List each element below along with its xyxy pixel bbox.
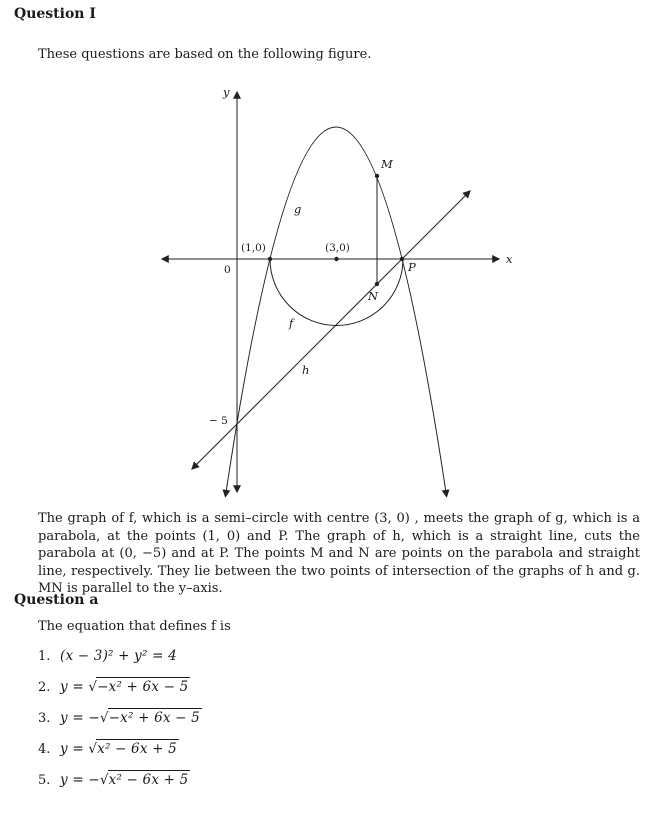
figure-description: The graph of f, which is a semi–circle with centre (3, 0) , meets the graph of g, which is a parabola, at the points (1, 0) and P. The graph of h, which is a straight line, cuts the parabola at (0, −5) and at P. The points M and N are points on the parabola and straight line, respectively. They lie between the two points of intersection of the graphs of h and g. MN is parallel to the y–axis. — [38, 511, 640, 596]
origin-label: 0 — [224, 264, 231, 276]
equation-radicand: −x² + 6x − 5 — [97, 679, 189, 695]
option-number: 3. — [38, 711, 51, 726]
y-axis-label: y — [223, 85, 230, 99]
point-n-dot — [375, 282, 379, 286]
point-3-0-dot — [334, 257, 338, 261]
point-3-0-label: (3,0) — [325, 242, 350, 254]
option-number: 2. — [38, 680, 51, 695]
equation-pre: y = −√ — [60, 772, 109, 788]
equation-radicand: x² − 6x + 5 — [108, 772, 189, 788]
equation-radicand: x² − 6x + 5 — [97, 741, 177, 757]
point-1-0-dot — [268, 257, 272, 261]
answer-option-4 — [38, 741, 598, 772]
curve-g-label: g — [294, 202, 302, 216]
point-p-dot — [400, 257, 404, 261]
equation-pre: y = √ — [60, 741, 98, 757]
minus-five-label: − 5 — [209, 415, 228, 427]
answer-option-3 — [38, 710, 598, 741]
parabola-g-curve — [225, 127, 446, 497]
option-number: 1. — [38, 649, 51, 664]
option-number: 4. — [38, 742, 51, 757]
point-m-label: M — [381, 157, 393, 171]
option-equation — [60, 648, 177, 664]
point-1-0-label: (1,0) — [241, 242, 266, 254]
point-p-label: P — [408, 260, 416, 274]
question-1-heading: Question I — [14, 6, 96, 22]
line-h-label: h — [302, 363, 310, 377]
x-axis-label: x — [506, 252, 513, 266]
option-equation — [60, 741, 179, 757]
curve-f-label: f — [289, 316, 294, 330]
equation-pre: y = −√ — [60, 710, 109, 726]
intro-text: These questions are based on the following figure. — [38, 47, 372, 62]
option-equation — [60, 710, 202, 726]
answer-option-1 — [38, 648, 598, 679]
equation-pre: (x − 3)² + y² = 4 — [60, 648, 177, 664]
answer-options — [38, 648, 598, 803]
line-h — [192, 191, 470, 469]
answer-option-5 — [38, 772, 598, 803]
equation-radicand: −x² + 6x − 5 — [108, 710, 200, 726]
option-equation — [60, 772, 190, 788]
figure — [0, 75, 672, 507]
option-equation — [60, 679, 190, 695]
answer-option-2 — [38, 679, 598, 710]
point-m-dot — [375, 174, 379, 178]
point-n-label: N — [368, 289, 379, 303]
equation-pre: y = √ — [60, 679, 98, 695]
question-a-prompt: The equation that defines f is — [38, 619, 231, 634]
option-number: 5. — [38, 773, 51, 788]
question-a-heading: Question a — [14, 592, 99, 608]
